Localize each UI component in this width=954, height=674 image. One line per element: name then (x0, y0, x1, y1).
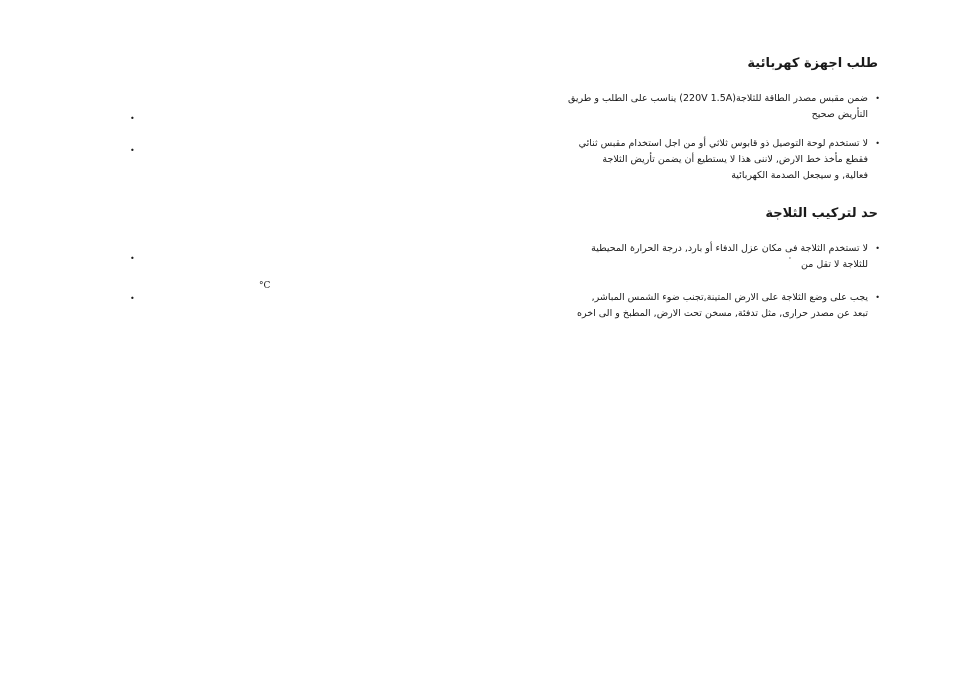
celsius-unit: °C (259, 281, 271, 291)
list-item-ambient-temperature (523, 241, 880, 273)
list-item-power-socket (523, 91, 880, 123)
left-bullet-icon: • (130, 294, 135, 303)
list-item-placement (523, 290, 880, 322)
list-item-line: تبعد عن مصدر حرارى, مثل تدفئة, مسخن تحت الارض, المطبخ و الى اخره (577, 308, 868, 319)
list-item-line: لا تستخدم الثلاجة فى مكان عزل الدفاء أو بارد, درجة الحرارة المحيطية (591, 243, 868, 254)
list-item-line: فعالية, و سيجعل الصدمة الكهربائية (731, 170, 868, 181)
bullet-icon: • (875, 244, 880, 253)
list-item-line: فقطع مأخذ خط الارض, لاننى هذا لا يستطيع أن يضمن تأريض الثلاجة (602, 154, 868, 165)
left-bullet-icon: • (130, 114, 135, 123)
list-item-line: لا تستخدم لوحة التوصيل ذو قابوس ثلاثي أو من اجل استخدام مقبس ثنائي (578, 138, 868, 149)
list-item-line: ضمن مقبس مصدر الطاقة للثلاجة(220V 1.5A) يناسب على الطلب و طريق (567, 93, 868, 104)
bullet-icon: • (875, 293, 880, 302)
bullet-icon: • (875, 94, 880, 103)
section-heading-installation: حد لتركيب الثلاجة (765, 206, 878, 221)
list-item-extension-board (523, 136, 880, 184)
list-item-line: للثلاجة لا تقل من (801, 259, 868, 270)
list-item-line: يجب على وضع الثلاجة على الارض المتينة,تجنب ضوء الشمس المباشر, (591, 292, 868, 303)
section-heading-electrical: طلب اجهزة كهربائية (747, 56, 878, 71)
stray-mark: ' (789, 256, 791, 264)
left-bullet-icon: • (130, 254, 135, 263)
list-item-line: التأريض صحيح (811, 109, 868, 120)
left-bullet-icon: • (130, 146, 135, 155)
bullet-icon: • (875, 139, 880, 148)
